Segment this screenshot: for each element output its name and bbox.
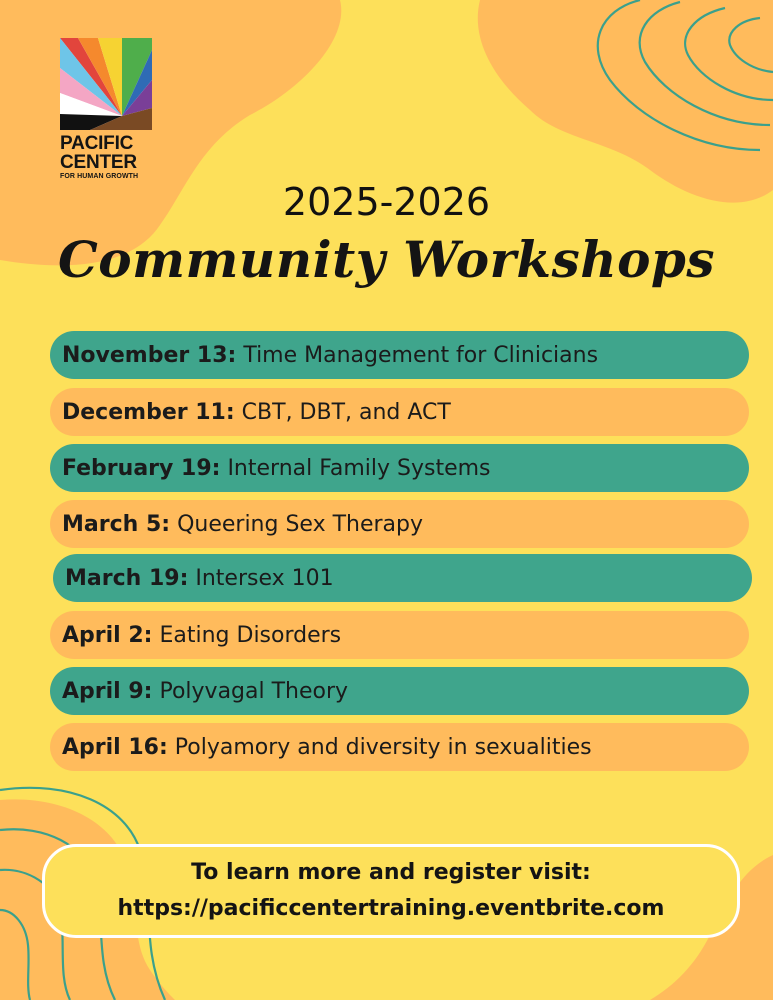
workshop-topic: Queering Sex Therapy (177, 511, 424, 537)
logo-name-line2: CENTER (60, 152, 137, 173)
workshop-topic: Intersex 101 (195, 565, 334, 591)
workshop-row (50, 388, 749, 436)
workshop-date: April 16: (62, 734, 168, 760)
workshop-date: April 9: (62, 678, 153, 704)
workshop-date: December 11: (62, 399, 235, 425)
workshop-topic: CBT, DBT, and ACT (241, 399, 451, 425)
registration-link[interactable]: https://pacificcentertraining.eventbrite.com (117, 896, 665, 921)
workshop-row (50, 723, 749, 771)
workshop-date: February 19: (62, 455, 221, 481)
workshop-row (50, 444, 749, 492)
workshop-row (50, 331, 749, 379)
workshop-date: November 13: (62, 342, 237, 368)
workshop-date: April 2: (62, 622, 153, 648)
logo-subtitle: FOR HUMAN GROWTH (60, 173, 139, 180)
workshop-row (50, 611, 749, 659)
workshop-topic: Polyvagal Theory (159, 678, 349, 704)
workshop-row (50, 667, 749, 715)
workshop-date: March 19: (65, 565, 189, 591)
workshop-topic: Time Management for Clinicians (243, 342, 599, 368)
registration-box (42, 844, 740, 938)
logo-name-line1: PACIFIC (60, 133, 134, 154)
season-years: 2025-2026 (282, 180, 491, 224)
workshop-date: March 5: (62, 511, 171, 537)
top-right-blob (478, 0, 773, 203)
workshop-row (50, 500, 749, 548)
pacific-center-logo (60, 38, 152, 181)
workshop-row (53, 554, 752, 602)
workshop-topic: Eating Disorders (159, 622, 342, 648)
registration-text: To learn more and register visit: (191, 860, 591, 885)
workshop-topic: Internal Family Systems (227, 455, 491, 481)
page-title: Community Workshops (57, 230, 716, 289)
rainbow-logo-icon (60, 38, 152, 130)
workshop-topic: Polyamory and diversity in sexualities (174, 734, 592, 760)
